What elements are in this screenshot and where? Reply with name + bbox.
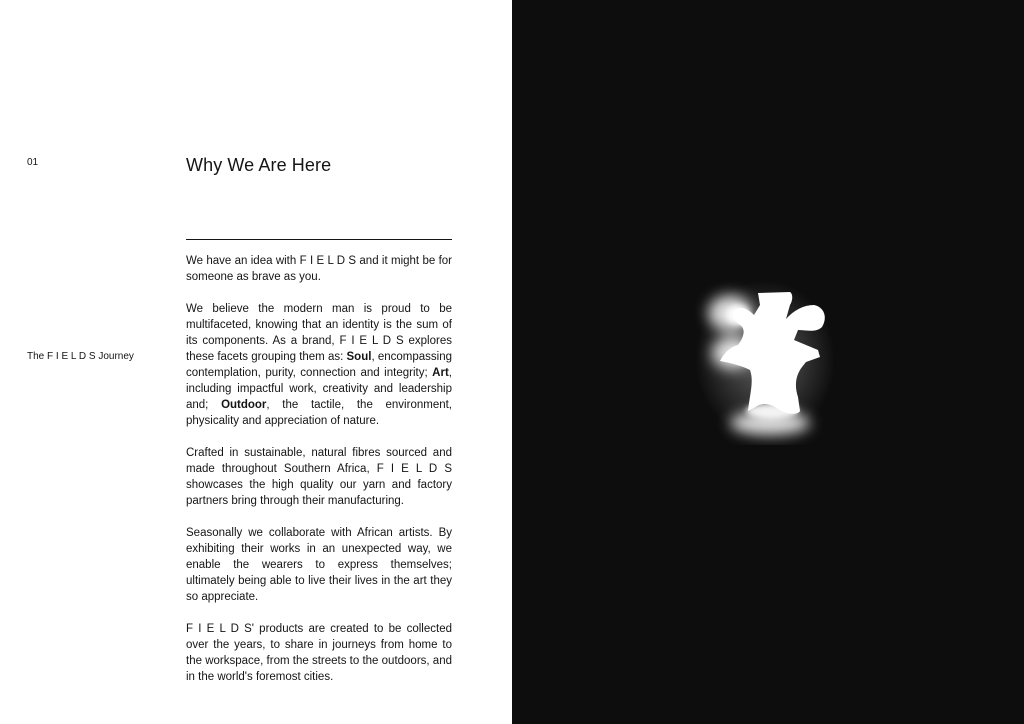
paragraph-craft: Crafted in sustainable, natural fibres sourced and made throughout Southern Africa, F I E L D S showcases the high quality our yarn and factory partners bring through their manufacturing. bbox=[186, 447, 452, 507]
paragraph-identity bbox=[186, 301, 452, 429]
soul-description: , encompassing contemplation, purity, connection and integrity; bbox=[186, 351, 452, 379]
page-title: Why We Are Here bbox=[186, 155, 332, 175]
body-text bbox=[186, 253, 452, 701]
abstract-glowing-figure-icon bbox=[690, 275, 840, 445]
paragraph-intro: We have an idea with F I E L D S and it might be for someone as brave as you. bbox=[186, 255, 452, 283]
paragraph-artists: Seasonally we collaborate with African artists. By exhibiting their works in an unexpected way, we enable the wearers to express themselves; ultimately being able to live their lives in the art they so appreciate. bbox=[186, 527, 452, 603]
art-keyword: Art bbox=[432, 367, 449, 379]
outdoor-keyword: Outdoor bbox=[221, 399, 267, 411]
soul-keyword: Soul bbox=[346, 351, 372, 363]
section-label: The F I E L D S Journey bbox=[27, 351, 134, 362]
page-number: 01 bbox=[27, 157, 39, 168]
paragraph-products: F I E L D S' products are created to be collected over the years, to share in journeys from home to the workspace, from the streets to the outdoors, and in the world's foremost cities. bbox=[186, 623, 452, 683]
title-divider bbox=[186, 239, 452, 240]
identity-intro-text: We believe the modern man is proud to be multifaceted, knowing that an identity is the sum of its components. As a brand, F I E L D S explores these facets grouping them as: bbox=[186, 303, 452, 363]
outdoor-description: , the tactile, the environment, physicality and appreciation of nature. bbox=[186, 399, 452, 427]
art-description: , including impactful work, creativity and leadership and; bbox=[186, 367, 452, 411]
